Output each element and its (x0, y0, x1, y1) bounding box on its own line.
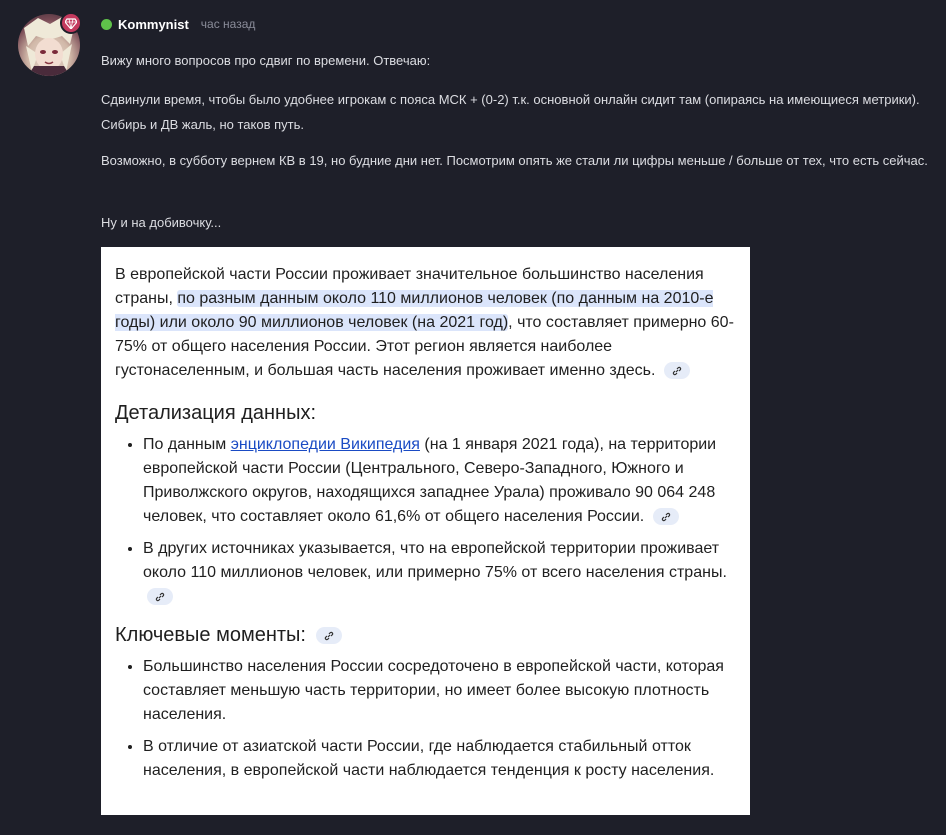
list-item-text: В других источниках указывается, что на европейской территории проживает около 110 миллионов человек, или примерно 75% от всего населения страны. (143, 540, 727, 581)
link-icon (664, 362, 690, 379)
list-item (143, 537, 736, 609)
message-paragraph: Вижу много вопросов про сдвиг по времени. Отвечаю: (101, 53, 431, 68)
intro-text: В европейской части России проживает значительное большинство населения страны, (115, 266, 704, 307)
message-paragraph: Ну и на добивочку... (101, 215, 222, 230)
link-icon (653, 508, 679, 525)
link-icon (147, 588, 173, 605)
section-heading-text: Ключевые моменты: (115, 624, 306, 646)
intro-text-end: , что составляет примерно 60-75% от общего населения России. Этот регион является наиболее густонаселенным, и большая часть населения проживает именно здесь. (115, 314, 734, 379)
message-paragraph: Возможно, в субботу вернем КВ в 19, но будние дни нет. Посмотрим опять же стали ли цифры меньше / больше от тех, что есть сейчас. (101, 153, 928, 168)
avatar[interactable] (18, 12, 80, 78)
intro-paragraph (115, 263, 736, 383)
list-item: • В отличие от азиатской части России, где наблюдается стабильный отток населения, в европейской части наблюдается тенденция к росту населения. (143, 735, 736, 783)
attached-screenshot[interactable] (101, 247, 750, 815)
section-heading (115, 621, 736, 649)
details-list (115, 433, 736, 609)
highlighted-text: по разным данным около 110 миллионов человек (по данным на 2010-е годы) или около 90 миллионов человек (на 2021 год) (115, 290, 714, 331)
key-points-list (115, 655, 736, 783)
list-item (143, 433, 736, 529)
list-item-text: По данным (143, 436, 231, 453)
list-item-text: (на 1 января 2021 года), на территории европейской части России (Центрального, Северо-Западного, Южного и Приволжского округов, находящихся западнее Урала) проживало 90 064 248 человек, что составляет около 61,6% от общего населения России. (143, 436, 717, 525)
list-item: • Большинство населения России сосредоточено в европейской части, которая составляет меньшую часть территории, но имеет более высокую плотность населения. (143, 655, 736, 727)
message-paragraph: Сдвинули время, чтобы было удобнее игрокам с пояса МСК + (0-2) т.к. основной онлайн сидит там (опираясь на имеющиеся метрики). Сибирь и ДВ жаль, но таков путь. (101, 92, 920, 132)
diamond-icon (60, 12, 82, 34)
online-status-indicator (101, 19, 112, 30)
post-header (101, 15, 255, 33)
wikipedia-link[interactable]: энциклопедии Википедия (230, 436, 420, 453)
username[interactable]: Kommynist (118, 16, 189, 32)
section-heading: Детализация данных: (115, 402, 317, 424)
link-icon (316, 627, 342, 644)
post-timestamp[interactable]: час назад (200, 17, 256, 31)
